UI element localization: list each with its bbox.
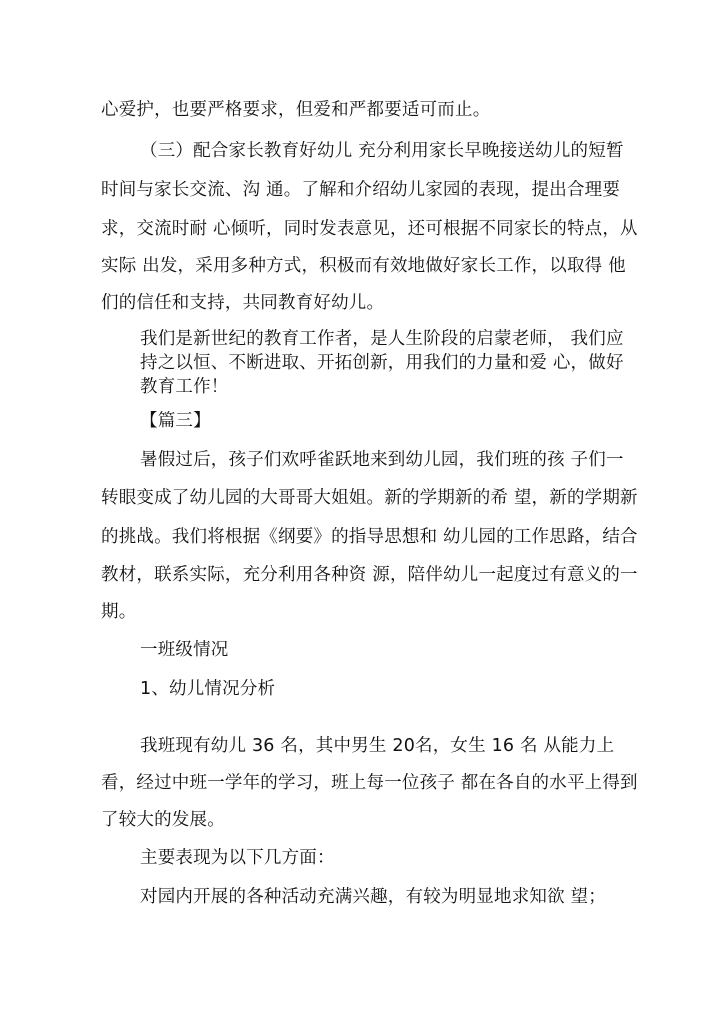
text-line: 看，经过中班一学年的学习，班上每一位孩子 都在各自的水平上得到 [101, 773, 638, 793]
text-line: 对园内开展的各种活动充满兴趣，有较为明显地求知欲 望； [140, 887, 606, 907]
text-line: （三）配合家长教育好幼儿 充分利用家长早晚接送幼儿的短暂 [140, 141, 624, 161]
text-line: 了较大的发展。 [101, 810, 225, 830]
text-line: 教育工作！ [140, 377, 229, 397]
subheading: 一班级情况 [140, 640, 229, 660]
text-line: 的挑战。我们将根据《纲要》的指导思想和 幼儿园的工作思路，结合 [101, 527, 638, 547]
text-line: 转眼变成了幼儿园的大哥哥大姐姐。新的学期新的希 望，新的学期新 [101, 488, 638, 508]
text-line: 期。 [101, 602, 137, 622]
subheading: 1、幼儿情况分析 [140, 679, 276, 699]
text-line: 们的信任和支持，共同教育好幼儿。 [101, 293, 385, 313]
text-line: 我班现有幼儿 36 名，其中男生 20名，女生 16 名 从能力上 [140, 736, 615, 756]
section-heading: 【篇三】 [140, 411, 211, 431]
text-line: 持之以恒、不断进取、开拓创新，用我们的力量和爱 心，做好 [140, 353, 624, 373]
text-line: 时间与家长交流、沟 通。了解和介绍幼儿家园的表现，提出合理要 [101, 180, 621, 200]
text-line: 主要表现为以下几方面： [140, 848, 335, 868]
text-line: 教材，联系实际，充分利用各种资 源，陪伴幼儿一起度过有意义的一 [101, 565, 638, 585]
text-line: 我们是新世纪的教育工作者，是人生阶段的启蒙老师， 我们应 [140, 329, 624, 349]
text-line: 心爱护，也要严格要求，但爱和严都要适可而止。 [101, 100, 491, 120]
text-line: 求，交流时耐 心倾听，同时发表意见，还可根据不同家长的特点，从 [101, 219, 638, 239]
text-line: 实际 出发，采用多种方式，积极而有效地做好家长工作，以取得 他 [101, 256, 626, 276]
text-line: 暑假过后，孩子们欢呼雀跃地来到幼儿园，我们班的孩 子们一 [140, 450, 624, 470]
